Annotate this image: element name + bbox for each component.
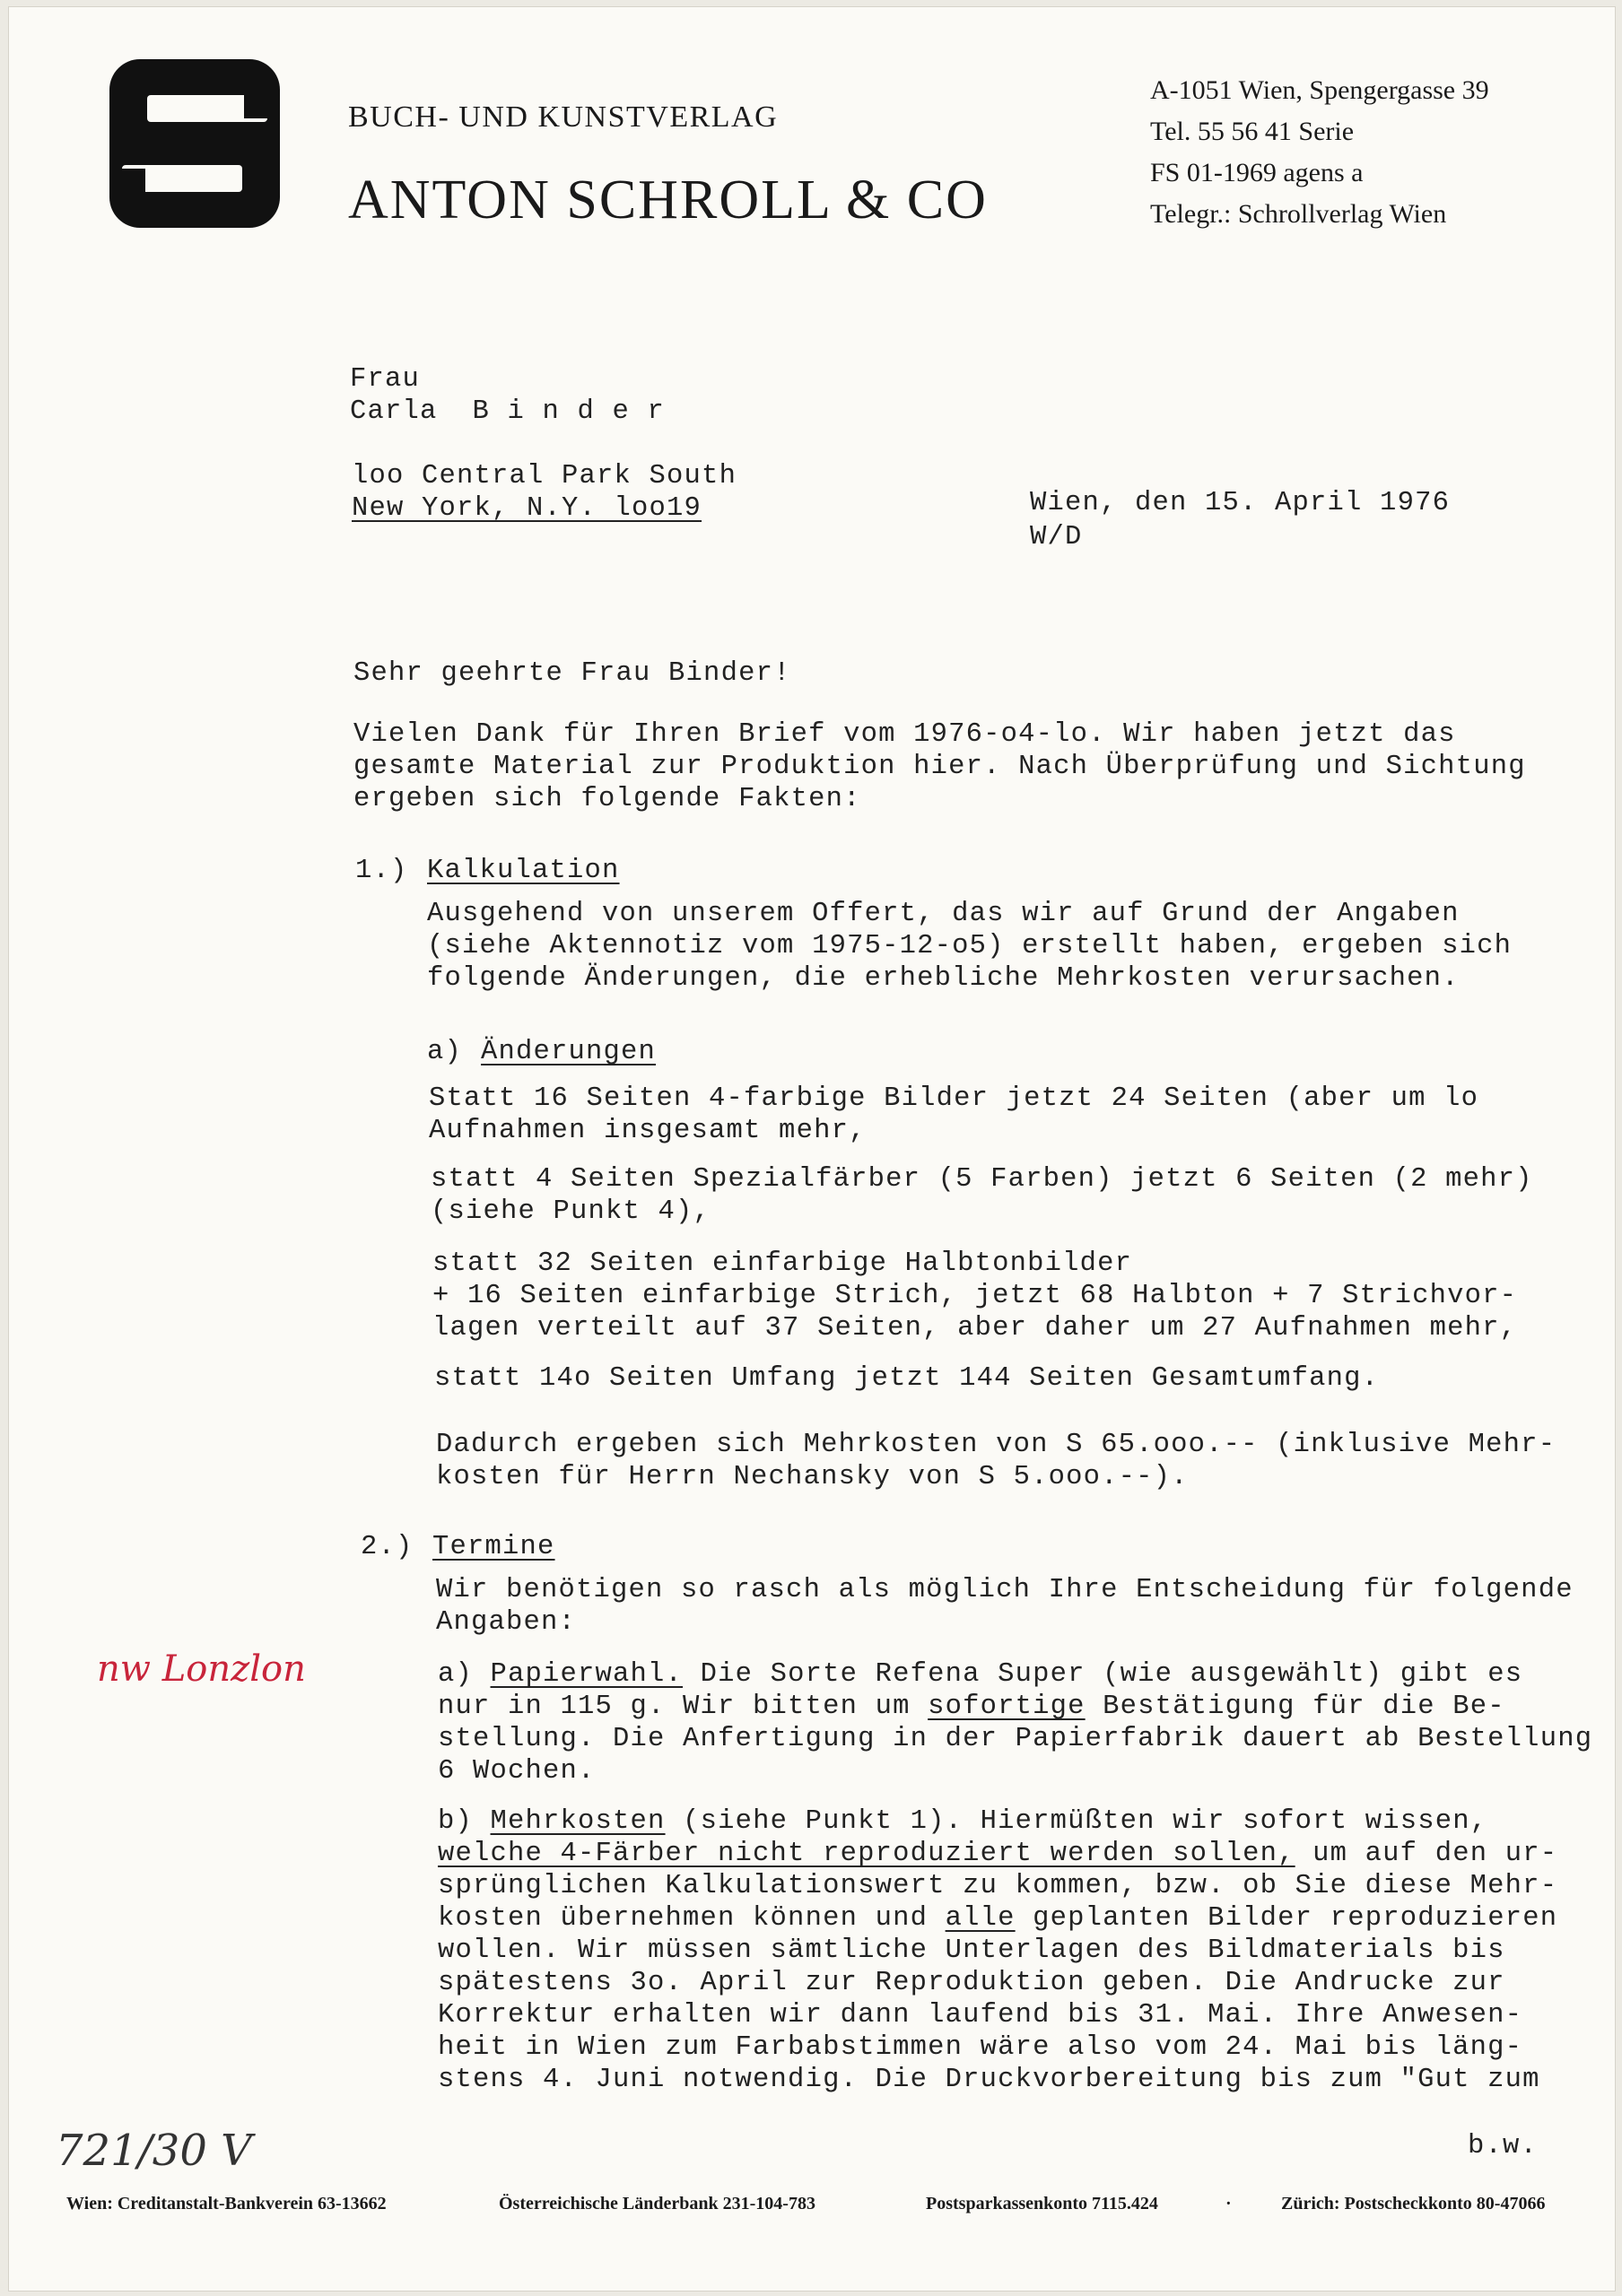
reference-code: W/D [1030, 522, 1083, 552]
letter-page [9, 7, 1615, 2291]
schroll-s-logo [109, 59, 280, 228]
letter-date: Wien, den 15. April 1976 [1030, 488, 1451, 518]
handwritten-file-mark: 721/30 V [56, 2126, 252, 2176]
change-line: statt 14o Seiten Umfang jetzt 144 Seiten Gesamtumfang. [434, 1363, 1380, 1394]
recipient-name: Carla B i n d e r [350, 396, 666, 427]
papierwahl-title: Papierwahl. [490, 1659, 684, 1690]
recipient-salutation: Frau [350, 364, 421, 395]
paragraph-line: 6 Wochen. [438, 1756, 596, 1787]
paragraph-line: Angaben: [436, 1607, 577, 1638]
footer-bank: Postsparkassenkonto 7115.424 [926, 2194, 1158, 2213]
text-span: nur in 115 g. Wir bitten um [438, 1692, 911, 1722]
change-line: statt 4 Seiten Spezialfärber (5 Farben) jetzt 6 Seiten (2 mehr) [431, 1164, 1533, 1195]
paragraph-line [438, 1806, 1487, 1837]
page-turn-note: b.w. [1468, 2131, 1539, 2161]
greeting: Sehr geehrte Frau Binder! [353, 658, 791, 689]
change-line: lagen verteilt auf 37 Seiten, aber daher um 27 Aufnahmen mehr, [432, 1313, 1518, 1344]
costs-line: Dadurch ergeben sich Mehrkosten von S 65.ooo.-- (inklusive Mehr- [436, 1430, 1557, 1460]
paragraph-line [438, 1692, 1505, 1722]
paragraph-line: stellung. Die Anfertigung in der Papierfabrik dauert ab Bestellung [438, 1724, 1593, 1754]
paragraph-line [438, 1839, 1557, 1869]
mehrkosten-title: Mehrkosten [490, 1806, 666, 1837]
company-address [1150, 70, 1489, 235]
change-line: (siehe Punkt 4), [431, 1196, 711, 1227]
handwritten-margin-note: nw Lonzlon [97, 1648, 306, 1690]
paragraph-line: spätestens 3o. April zur Reproduktion geben. Die Andrucke zur [438, 1968, 1505, 1998]
paragraph-line: sprünglichen Kalkulationswert zu kommen, bzw. ob Sie diese Mehr- [438, 1871, 1558, 1901]
address-line: A-1051 Wien, Spengergasse 39 [1150, 75, 1489, 105]
intro-line: gesamte Material zur Produktion hier. Nach Überprüfung und Sichtung [353, 752, 1526, 782]
costs-line: kosten für Herrn Nechansky von S 5.ooo.--). [436, 1462, 1189, 1492]
text-span: kosten übernehmen können und [438, 1903, 929, 1934]
paragraph-line: wollen. Wir müssen sämtliche Unterlagen des Bildmaterials bis [438, 1935, 1505, 1966]
text-span: Die Sorte Refena Super (wie ausgewählt) gibt es [700, 1659, 1523, 1690]
paragraph-line: stens 4. Juni notwendig. Die Druckvorbereitung bis zum "Gut zum [438, 2065, 1540, 2095]
address-line: Telegr.: Schrollverlag Wien [1150, 199, 1447, 229]
list-marker: b) [438, 1806, 474, 1837]
section-number: 2.) [361, 1532, 414, 1562]
text-span: geplanten Bilder reproduzieren [1033, 1903, 1558, 1934]
paragraph-line [438, 1903, 1557, 1934]
paragraph-line: Ausgehend von unserem Offert, das wir auf Grund der Angaben [427, 899, 1460, 929]
publisher-subtitle: BUCH- UND KUNSTVERLAG [348, 100, 779, 134]
change-line: + 16 Seiten einfarbige Strich, jetzt 68 Halbton + 7 Strichvor- [432, 1281, 1518, 1311]
subsection-title-aenderungen: Änderungen [481, 1037, 657, 1067]
footer-separator: · [1225, 2194, 1232, 2213]
section-number: 1.) [355, 856, 408, 886]
text-span: (siehe Punkt 1). Hiermüßten wir sofort wissen, [683, 1806, 1488, 1837]
recipient-city: New York, N.Y. loo19 [352, 493, 702, 524]
change-line: statt 32 Seiten einfarbige Halbtonbilder [432, 1248, 1133, 1279]
text-span: Bestätigung für die Be- [1103, 1692, 1505, 1722]
footer-bank: Österreichische Länderbank 231-104-783 [499, 2194, 815, 2213]
address-line: FS 01-1969 agens a [1150, 158, 1364, 187]
footer-bank: Wien: Creditanstalt-Bankverein 63-13662 [66, 2194, 387, 2213]
change-line: Aufnahmen insgesamt mehr, [429, 1116, 867, 1146]
company-name: ANTON SCHROLL & CO [348, 170, 988, 230]
paragraph-line: Korrektur erhalten wir dann laufend bis 31. Mai. Ihre Anwesen- [438, 2000, 1523, 2031]
address-line: Tel. 55 56 41 Serie [1150, 117, 1355, 146]
section-title-kalkulation: Kalkulation [427, 856, 620, 886]
paragraph-line: folgende Änderungen, die erhebliche Mehrkosten verursachen. [427, 963, 1460, 994]
paragraph-line: Wir benötigen so rasch als möglich Ihre Entscheidung für folgende [436, 1575, 1574, 1605]
underlined-word: sofortige [928, 1692, 1086, 1722]
recipient-street: loo Central Park South [352, 461, 737, 491]
intro-line: ergeben sich folgende Fakten: [353, 784, 861, 814]
underlined-phrase: welche 4-Färber nicht reproduziert werden sollen, [438, 1839, 1295, 1869]
text-span: um auf den ur- [1312, 1839, 1558, 1869]
list-marker: a) [427, 1037, 463, 1067]
paragraph-line [438, 1659, 1522, 1690]
paragraph-line: (siehe Aktennotiz vom 1975-12-o5) erstellt haben, ergeben sich [427, 931, 1513, 961]
paragraph-line: heit in Wien zum Farbabstimmen wäre also vom 24. Mai bis läng- [438, 2032, 1523, 2063]
intro-line: Vielen Dank für Ihren Brief vom 1976-o4-lo. Wir haben jetzt das [353, 719, 1456, 750]
list-marker: a) [438, 1659, 474, 1690]
change-line: Statt 16 Seiten 4-farbige Bilder jetzt 24 Seiten (aber um lo [429, 1083, 1479, 1114]
footer-bank: Zürich: Postscheckkonto 80-47066 [1281, 2194, 1546, 2213]
section-title-termine: Termine [432, 1532, 555, 1562]
underlined-word: alle [945, 1903, 1016, 1934]
